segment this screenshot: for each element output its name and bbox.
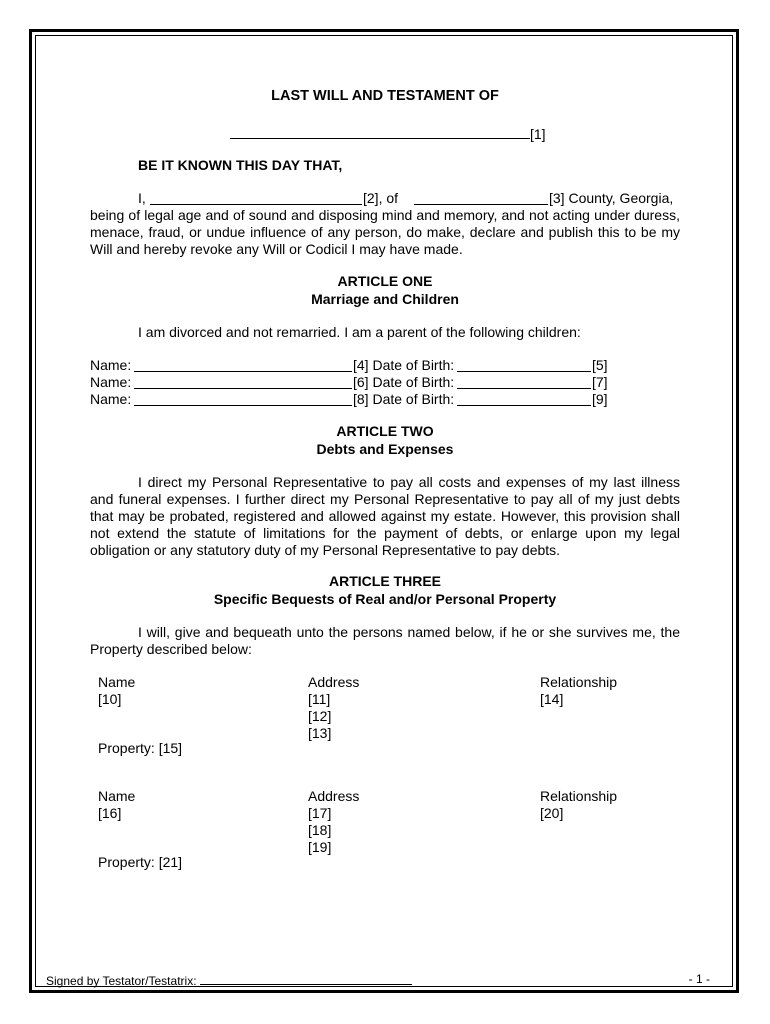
article2-text: I direct my Personal Representative to pay all costs and expenses of my last illness and funeral expenses. I further direct my Personal Representative to pay all of my just debts that may be probated, registered and allowed against my estate. However, this provision shall not extend the statute of limitations for the payment of debts, or enlarge upon my legal obligation or any statutory duty of my Personal Representative to pay debts. [90, 474, 680, 558]
field-17-label: [17] [308, 805, 332, 821]
field-18-label: [18] [308, 822, 332, 838]
testator-name-blank[interactable] [230, 124, 530, 139]
field-9-label: [9] [592, 391, 608, 407]
name-header: Name [98, 674, 136, 690]
testator-blank[interactable] [150, 190, 362, 205]
field-13-label: [13] [308, 725, 332, 741]
page-footer [46, 972, 710, 988]
address-header: Address [308, 788, 360, 804]
field-14-label: [14] [540, 691, 564, 707]
document-title: LAST WILL AND TESTAMENT OF [271, 88, 499, 104]
child-name-blank[interactable] [134, 374, 352, 389]
child-dob-blank[interactable] [457, 374, 591, 389]
field-16-label: [16] [98, 805, 122, 821]
article3-subheading: Specific Bequests of Real and/or Personal Property [213, 591, 557, 607]
child-name-blank[interactable] [134, 391, 352, 406]
field-2-label: [2], of [363, 190, 399, 206]
field-20-label: [20] [540, 805, 564, 821]
article2-heading: ARTICLE TWO [336, 423, 434, 439]
field-1-label: [1] [530, 126, 546, 142]
children-list [90, 357, 680, 408]
child-name-label: Name: [90, 357, 132, 373]
field-19-label: [19] [308, 839, 332, 855]
child-dob-blank[interactable] [457, 391, 591, 406]
article3-text: I will, give and bequeath unto the persons named below, if he or she survives me, the Property described below: [90, 624, 680, 657]
article1-subheading: Marriage and Children [311, 291, 459, 307]
field-7-label: [7] [592, 374, 608, 390]
child-dob-label: [4] Date of Birth: [353, 357, 455, 373]
intro-text: being of legal age and of sound and disposing mind and memory, and not acting under duress, menace, fraud, or undue influence of any person, do make, declare and publish this to be my Will and hereby revoke any Will or Codicil I may have made. [90, 207, 680, 257]
child-name-label: Name: [90, 391, 132, 407]
child-name-label: Name: [90, 374, 132, 390]
article2-subheading: Debts and Expenses [316, 441, 454, 457]
child-dob-blank[interactable] [457, 357, 591, 372]
relationship-header: Relationship [540, 788, 618, 804]
child-dob-label: [6] Date of Birth: [353, 374, 455, 390]
signature-label: Signed by Testator/Testatrix: [46, 974, 197, 988]
field-12-label: [12] [308, 708, 332, 724]
address-header: Address [308, 674, 360, 690]
article3-heading: ARTICLE THREE [329, 573, 441, 589]
will-document [90, 0, 680, 1024]
intro-paragraph [90, 190, 680, 258]
signature-blank[interactable] [200, 972, 412, 985]
bequest-block [90, 674, 680, 764]
name-header: Name [98, 788, 136, 804]
bequest-block [90, 788, 680, 878]
property-label: Property: [21] [98, 854, 183, 870]
child-dob-label: [8] Date of Birth: [353, 391, 455, 407]
testator-name-line [230, 124, 546, 143]
child-name-blank[interactable] [134, 357, 352, 372]
relationship-header: Relationship [540, 674, 618, 690]
article1-text: I am divorced and not remarried. I am a parent of the following children: [138, 324, 581, 340]
field-5-label: [5] [592, 357, 608, 373]
field-10-label: [10] [98, 691, 122, 707]
property-label: Property: [15] [98, 740, 183, 756]
intro-i: I, [138, 190, 146, 206]
county-blank[interactable] [414, 190, 548, 205]
known-heading: BE IT KNOWN THIS DAY THAT, [138, 157, 343, 173]
page-number: - 1 - [688, 972, 710, 986]
field-11-label: [11] [308, 691, 331, 707]
field-3-label: [3] County, Georgia, [549, 190, 674, 206]
article1-heading: ARTICLE ONE [337, 273, 433, 289]
